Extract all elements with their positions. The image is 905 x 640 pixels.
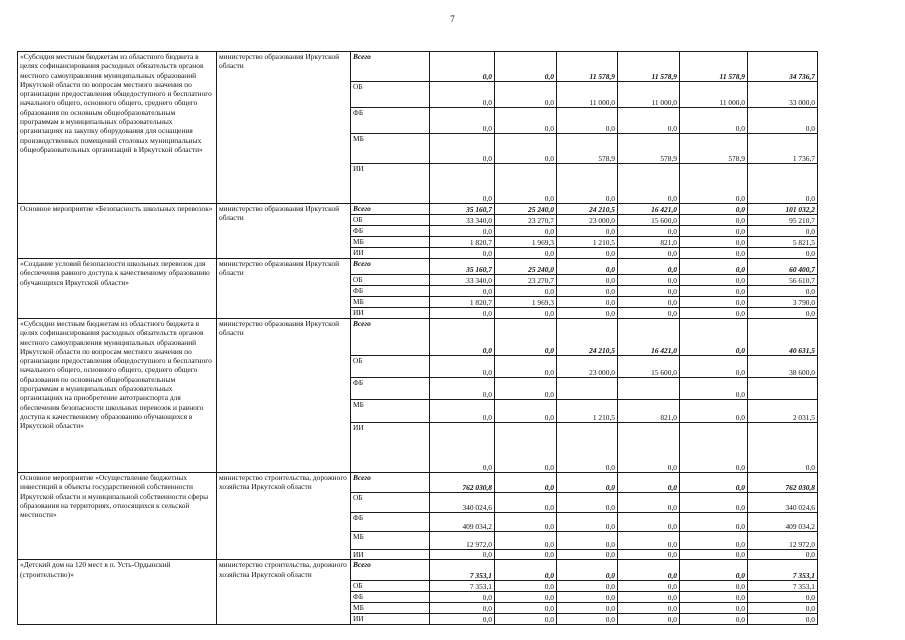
amount-cell: 0,0 bbox=[557, 164, 618, 204]
amount-cell: 0,0 bbox=[680, 308, 748, 319]
amount-cell: 0,0 bbox=[495, 423, 557, 473]
total-amount-cell: 762 030,8 bbox=[748, 473, 818, 493]
amount-cell: 0,0 bbox=[680, 215, 748, 226]
amount-cell: 0,0 bbox=[680, 550, 748, 560]
total-amount-cell: 0,0 bbox=[748, 226, 818, 237]
amount-cell: 0,0 bbox=[430, 378, 495, 400]
amount-cell: 0,0 bbox=[495, 473, 557, 493]
amount-cell: 0,0 bbox=[680, 259, 748, 275]
amount-cell: 578,9 bbox=[680, 134, 748, 164]
amount-cell: 0,0 bbox=[618, 248, 680, 259]
funding-source-cell: ФБ bbox=[351, 108, 430, 134]
amount-cell: 0,0 bbox=[430, 82, 495, 108]
table-row bbox=[18, 560, 818, 581]
amount-cell: 0,0 bbox=[430, 614, 495, 625]
funding-source-cell: ФБ bbox=[351, 592, 430, 603]
amount-cell: 35 160,7 bbox=[430, 259, 495, 275]
executor-cell: министерство образования Иркутской области bbox=[217, 319, 351, 473]
amount-cell: 23 270,7 bbox=[495, 275, 557, 286]
amount-cell: 0,0 bbox=[680, 513, 748, 532]
funding-source-cell: ИИ bbox=[351, 308, 430, 319]
funding-source-cell: МБ bbox=[351, 134, 430, 164]
funding-source-cell: ИИ bbox=[351, 423, 430, 473]
amount-cell: 0,0 bbox=[557, 560, 618, 581]
amount-cell: 0,0 bbox=[618, 286, 680, 297]
measure-description: Основное мероприятие «Осуществление бюджетных инвестиций в объекты государственной собственности Иркутской области и муниципальной собственности сферы образования на территориях, относящихся к сельской местности» bbox=[18, 473, 217, 560]
amount-cell: 0,0 bbox=[618, 297, 680, 308]
amount-cell: 0,0 bbox=[495, 592, 557, 603]
total-amount-cell: 40 631,5 bbox=[748, 319, 818, 356]
amount-cell: 0,0 bbox=[430, 603, 495, 614]
amount-cell: 0,0 bbox=[495, 378, 557, 400]
amount-cell: 0,0 bbox=[680, 592, 748, 603]
amount-cell: 0,0 bbox=[618, 603, 680, 614]
total-amount-cell: 33 000,0 bbox=[748, 82, 818, 108]
amount-cell: 0,0 bbox=[680, 286, 748, 297]
amount-cell: 25 240,0 bbox=[495, 204, 557, 215]
amount-cell: 0,0 bbox=[495, 614, 557, 625]
amount-cell: 0,0 bbox=[680, 614, 748, 625]
amount-cell: 0,0 bbox=[557, 259, 618, 275]
amount-cell: 821,0 bbox=[618, 237, 680, 248]
amount-cell: 0,0 bbox=[430, 319, 495, 356]
amount-cell: 0,0 bbox=[680, 297, 748, 308]
funding-source-cell: Всего bbox=[351, 473, 430, 493]
amount-cell: 0,0 bbox=[557, 275, 618, 286]
measure-description: Основное мероприятие «Безопасность школьных перевозок» bbox=[18, 204, 217, 259]
amount-cell: 1 820,7 bbox=[430, 237, 495, 248]
amount-cell: 15 600,0 bbox=[618, 356, 680, 378]
amount-cell: 0,0 bbox=[495, 248, 557, 259]
amount-cell: 0,0 bbox=[680, 493, 748, 513]
funding-source-cell: МБ bbox=[351, 603, 430, 614]
executor-cell: министерство образования Иркутской области bbox=[217, 204, 351, 259]
total-amount-cell bbox=[748, 378, 818, 400]
amount-cell: 0,0 bbox=[618, 259, 680, 275]
amount-cell: 0,0 bbox=[557, 297, 618, 308]
amount-cell: 340 024,6 bbox=[430, 493, 495, 513]
amount-cell: 15 600,0 bbox=[618, 215, 680, 226]
total-amount-cell: 7 353,1 bbox=[748, 560, 818, 581]
amount-cell: 0,0 bbox=[557, 614, 618, 625]
amount-cell: 0,0 bbox=[430, 164, 495, 204]
funding-source-cell: МБ bbox=[351, 400, 430, 423]
amount-cell: 7 353,1 bbox=[430, 581, 495, 592]
amount-cell: 1 820,7 bbox=[430, 297, 495, 308]
amount-cell: 0,0 bbox=[680, 164, 748, 204]
amount-cell: 0,0 bbox=[430, 134, 495, 164]
amount-cell: 0,0 bbox=[557, 226, 618, 237]
amount-cell: 0,0 bbox=[495, 532, 557, 550]
amount-cell: 0,0 bbox=[680, 204, 748, 215]
amount-cell: 409 034,2 bbox=[430, 513, 495, 532]
amount-cell: 0,0 bbox=[618, 560, 680, 581]
amount-cell: 0,0 bbox=[430, 550, 495, 560]
executor-cell: министерство образования Иркутской области bbox=[217, 52, 351, 204]
amount-cell: 0,0 bbox=[557, 423, 618, 473]
amount-cell: 23 270,7 bbox=[495, 215, 557, 226]
funding-source-cell: МБ bbox=[351, 297, 430, 308]
measure-description: «Субсидии местным бюджетам из областного бюджета в целях софинансирования расходных обязательств органов местного самоуправления муниципальных образований Иркутской области по вопросам местного значения по организации предоставления общедоступного и бесплатного начального общего, основного общего, среднего общего образования по основным общеобразовательным программам в муниципальных образовательных организациях на приобретение автотранспорта для обеспечения безопасности школьных перевозок и равного доступа к качественному образованию обучающихся в Иркутской области» bbox=[18, 319, 217, 473]
amount-cell: 821,0 bbox=[618, 400, 680, 423]
amount-cell: 0,0 bbox=[557, 108, 618, 134]
amount-cell: 0,0 bbox=[680, 356, 748, 378]
total-amount-cell: 2 031,5 bbox=[748, 400, 818, 423]
amount-cell: 0,0 bbox=[557, 248, 618, 259]
amount-cell: 0,0 bbox=[557, 473, 618, 493]
amount-cell: 0,0 bbox=[557, 532, 618, 550]
amount-cell: 11 578,9 bbox=[680, 52, 748, 82]
total-amount-cell: 0,0 bbox=[748, 423, 818, 473]
total-amount-cell: 3 790,0 bbox=[748, 297, 818, 308]
amount-cell: 0,0 bbox=[495, 308, 557, 319]
amount-cell: 0,0 bbox=[680, 248, 748, 259]
funding-source-cell: ФБ bbox=[351, 513, 430, 532]
amount-cell: 0,0 bbox=[618, 532, 680, 550]
amount-cell: 0,0 bbox=[680, 275, 748, 286]
amount-cell: 0,0 bbox=[495, 513, 557, 532]
amount-cell: 0,0 bbox=[618, 550, 680, 560]
amount-cell: 0,0 bbox=[495, 286, 557, 297]
executor-cell: министерство образования Иркутской области bbox=[217, 259, 351, 319]
funding-source-cell: ФБ bbox=[351, 378, 430, 400]
amount-cell: 16 421,0 bbox=[618, 204, 680, 215]
amount-cell: 0,0 bbox=[680, 108, 748, 134]
amount-cell: 0,0 bbox=[618, 164, 680, 204]
amount-cell: 1 969,3 bbox=[495, 297, 557, 308]
table-row bbox=[18, 259, 818, 275]
amount-cell: 33 340,0 bbox=[430, 215, 495, 226]
funding-source-cell: Всего bbox=[351, 204, 430, 215]
amount-cell: 0,0 bbox=[618, 108, 680, 134]
amount-cell: 0,0 bbox=[680, 226, 748, 237]
executor-cell: министерство строительства, дорожного хозяйства Иркутской области bbox=[217, 560, 351, 625]
funding-source-cell: Всего bbox=[351, 259, 430, 275]
amount-cell: 0,0 bbox=[557, 581, 618, 592]
amount-cell: 0,0 bbox=[618, 473, 680, 493]
page-number: 7 bbox=[450, 14, 455, 24]
amount-cell: 0,0 bbox=[618, 513, 680, 532]
amount-cell: 0,0 bbox=[680, 560, 748, 581]
amount-cell: 1 210,5 bbox=[557, 237, 618, 248]
amount-cell: 1 969,3 bbox=[495, 237, 557, 248]
amount-cell: 0,0 bbox=[430, 592, 495, 603]
funding-source-cell: Всего bbox=[351, 560, 430, 581]
amount-cell: 0,0 bbox=[557, 592, 618, 603]
funding-source-cell: МБ bbox=[351, 532, 430, 550]
amount-cell: 11 000,0 bbox=[557, 82, 618, 108]
amount-cell: 0,0 bbox=[495, 164, 557, 204]
amount-cell: 0,0 bbox=[680, 237, 748, 248]
amount-cell: 0,0 bbox=[618, 493, 680, 513]
amount-cell: 0,0 bbox=[430, 356, 495, 378]
amount-cell bbox=[618, 378, 680, 400]
funding-source-cell: Всего bbox=[351, 319, 430, 356]
amount-cell: 0,0 bbox=[495, 134, 557, 164]
funding-source-cell: МБ bbox=[351, 237, 430, 248]
funding-source-cell: ИИ bbox=[351, 614, 430, 625]
amount-cell: 24 210,5 bbox=[557, 204, 618, 215]
amount-cell: 0,0 bbox=[557, 550, 618, 560]
amount-cell: 0,0 bbox=[680, 319, 748, 356]
table-row bbox=[18, 319, 818, 356]
amount-cell: 0,0 bbox=[680, 378, 748, 400]
amount-cell: 0,0 bbox=[680, 532, 748, 550]
amount-cell: 0,0 bbox=[557, 286, 618, 297]
table-row bbox=[18, 204, 818, 215]
amount-cell: 0,0 bbox=[430, 308, 495, 319]
measure-description: «Детский дом на 120 мест в п. Усть-Ордынский (строительство)» bbox=[18, 560, 217, 625]
total-amount-cell: 340 024,6 bbox=[748, 493, 818, 513]
total-amount-cell: 0,0 bbox=[748, 592, 818, 603]
amount-cell: 11 000,0 bbox=[680, 82, 748, 108]
total-amount-cell: 38 600,0 bbox=[748, 356, 818, 378]
amount-cell: 0,0 bbox=[430, 226, 495, 237]
total-amount-cell: 34 736,7 bbox=[748, 52, 818, 82]
amount-cell: 0,0 bbox=[618, 592, 680, 603]
total-amount-cell: 0,0 bbox=[748, 286, 818, 297]
total-amount-cell: 0,0 bbox=[748, 614, 818, 625]
amount-cell: 0,0 bbox=[618, 423, 680, 473]
amount-cell: 0,0 bbox=[430, 286, 495, 297]
amount-cell: 0,0 bbox=[680, 473, 748, 493]
amount-cell: 23 000,0 bbox=[557, 356, 618, 378]
funding-source-cell: ФБ bbox=[351, 286, 430, 297]
amount-cell: 0,0 bbox=[495, 603, 557, 614]
amount-cell: 0,0 bbox=[495, 52, 557, 82]
amount-cell: 0,0 bbox=[495, 550, 557, 560]
amount-cell: 35 160,7 bbox=[430, 204, 495, 215]
amount-cell: 12 972,0 bbox=[430, 532, 495, 550]
amount-cell: 0,0 bbox=[680, 603, 748, 614]
amount-cell: 0,0 bbox=[557, 603, 618, 614]
amount-cell: 33 340,0 bbox=[430, 275, 495, 286]
amount-cell: 24 210,5 bbox=[557, 319, 618, 356]
amount-cell: 0,0 bbox=[495, 581, 557, 592]
funding-source-cell: ИИ bbox=[351, 248, 430, 259]
amount-cell: 762 030,8 bbox=[430, 473, 495, 493]
total-amount-cell: 0,0 bbox=[748, 248, 818, 259]
total-amount-cell: 56 610,7 bbox=[748, 275, 818, 286]
total-amount-cell: 0,0 bbox=[748, 308, 818, 319]
funding-source-cell: ОБ bbox=[351, 581, 430, 592]
funding-source-cell: ИИ bbox=[351, 550, 430, 560]
amount-cell: 0,0 bbox=[557, 513, 618, 532]
amount-cell: 0,0 bbox=[680, 400, 748, 423]
table-row bbox=[18, 473, 818, 493]
amount-cell: 578,9 bbox=[618, 134, 680, 164]
amount-cell: 0,0 bbox=[495, 108, 557, 134]
amount-cell: 0,0 bbox=[618, 308, 680, 319]
amount-cell: 0,0 bbox=[430, 400, 495, 423]
amount-cell: 25 240,0 bbox=[495, 259, 557, 275]
amount-cell: 11 578,9 bbox=[557, 52, 618, 82]
amount-cell: 0,0 bbox=[680, 581, 748, 592]
amount-cell: 0,0 bbox=[618, 275, 680, 286]
amount-cell: 0,0 bbox=[430, 52, 495, 82]
total-amount-cell: 0,0 bbox=[748, 108, 818, 134]
total-amount-cell: 95 210,7 bbox=[748, 215, 818, 226]
amount-cell: 0,0 bbox=[618, 614, 680, 625]
amount-cell: 0,0 bbox=[430, 248, 495, 259]
total-amount-cell: 0,0 bbox=[748, 603, 818, 614]
amount-cell: 0,0 bbox=[557, 493, 618, 513]
funding-source-cell: ОБ bbox=[351, 356, 430, 378]
funding-source-cell: ОБ bbox=[351, 275, 430, 286]
amount-cell: 0,0 bbox=[557, 308, 618, 319]
amount-cell: 0,0 bbox=[495, 82, 557, 108]
amount-cell: 0,0 bbox=[495, 226, 557, 237]
total-amount-cell: 409 034,2 bbox=[748, 513, 818, 532]
amount-cell: 0,0 bbox=[618, 581, 680, 592]
executor-cell: министерство строительства, дорожного хозяйства Иркутской области bbox=[217, 473, 351, 560]
funding-source-cell: ФБ bbox=[351, 226, 430, 237]
total-amount-cell: 1 736,7 bbox=[748, 134, 818, 164]
amount-cell: 0,0 bbox=[680, 423, 748, 473]
amount-cell: 23 000,0 bbox=[557, 215, 618, 226]
funding-source-cell: ИИ bbox=[351, 164, 430, 204]
total-amount-cell: 0,0 bbox=[748, 164, 818, 204]
amount-cell: 0,0 bbox=[495, 356, 557, 378]
total-amount-cell: 5 821,5 bbox=[748, 237, 818, 248]
funding-source-cell: ОБ bbox=[351, 82, 430, 108]
amount-cell: 11 578,9 bbox=[618, 52, 680, 82]
total-amount-cell: 0,0 bbox=[748, 550, 818, 560]
amount-cell bbox=[557, 378, 618, 400]
amount-cell: 0,0 bbox=[618, 226, 680, 237]
amount-cell: 7 353,1 bbox=[430, 560, 495, 581]
amount-cell: 0,0 bbox=[430, 108, 495, 134]
amount-cell: 0,0 bbox=[495, 560, 557, 581]
total-amount-cell: 101 032,2 bbox=[748, 204, 818, 215]
amount-cell: 11 000,0 bbox=[618, 82, 680, 108]
total-amount-cell: 60 400,7 bbox=[748, 259, 818, 275]
amount-cell: 16 421,0 bbox=[618, 319, 680, 356]
amount-cell: 578,9 bbox=[557, 134, 618, 164]
total-amount-cell: 12 972,0 bbox=[748, 532, 818, 550]
measure-description: «Субсидия местным бюджетам из областного бюджета в целях софинансирования расходных обязательств органов местного самоуправления муниципальных образований Иркутской области по вопросам местного значения по организации предоставления общедоступного и бесплатного начального общего, основного общего, среднего общего образования по основным общеобразовательным программам в муниципальных образовательных организациях на закупку оборудования для оснащения производственных помещений столовых муниципальных общеобразовательных организаций в Иркутской области» bbox=[18, 52, 217, 204]
amount-cell: 1 210,5 bbox=[557, 400, 618, 423]
table-row bbox=[18, 52, 818, 82]
amount-cell: 0,0 bbox=[495, 493, 557, 513]
amount-cell: 0,0 bbox=[430, 423, 495, 473]
funding-source-cell: ОБ bbox=[351, 493, 430, 513]
amount-cell: 0,0 bbox=[495, 319, 557, 356]
funding-source-cell: Всего bbox=[351, 52, 430, 82]
budget-table bbox=[17, 51, 818, 625]
amount-cell: 0,0 bbox=[495, 400, 557, 423]
measure-description: «Создание условий безопасности школьных перевозок для обеспечения равного доступа к качественному образованию обучающихся Иркутской области» bbox=[18, 259, 217, 319]
total-amount-cell: 7 353,1 bbox=[748, 581, 818, 592]
funding-source-cell: ОБ bbox=[351, 215, 430, 226]
